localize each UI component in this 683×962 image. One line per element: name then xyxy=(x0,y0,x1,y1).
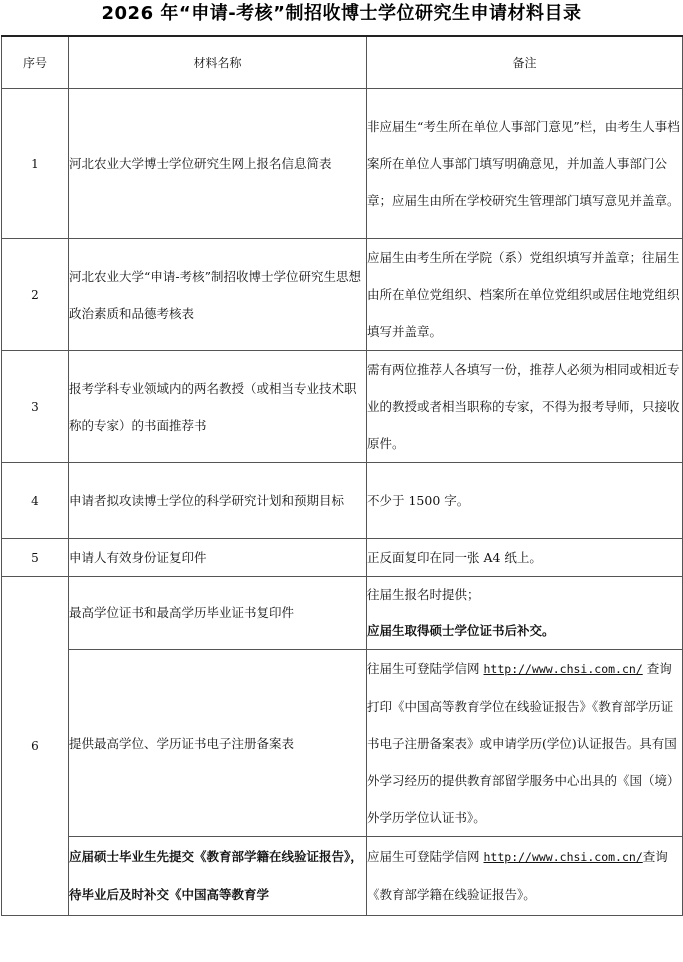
row-note: 不少于 1500 字。 xyxy=(367,463,683,539)
row-note: 正反面复印在同一张 A4 纸上。 xyxy=(367,539,683,577)
table-row xyxy=(2,239,683,351)
row-note: 非应届生“考生所在单位人事部门意见”栏，由考生人事档案所在单位人事部门填写明确意见，并加盖人事部门公章；应届生由所在学校研究生管理部门填写意见并盖章。 xyxy=(367,89,683,239)
row-note xyxy=(367,577,683,650)
header-note: 备注 xyxy=(367,36,683,89)
header-seq: 序号 xyxy=(2,36,69,89)
note-line xyxy=(367,838,682,876)
table-row xyxy=(2,837,683,916)
note-text: 查询 xyxy=(642,849,668,864)
note-line: 《教育部学籍在线验证报告》。 xyxy=(367,887,536,902)
row-seq: 3 xyxy=(2,351,69,463)
note-text: 查询打印《中国高等教育学位在线验证报告》《教育部学历证书电子注册备案表》或申请学历(学位)认证报告。具有国外学习经历的提供教育部留学服务中心出具的《国（境）外学历学位认证书》。 xyxy=(367,661,680,825)
row-seq: 4 xyxy=(2,463,69,539)
row-note xyxy=(367,837,683,916)
row-note: 需有两位推荐人各填写一份，推荐人必须为相同或相近专业的教授或者相当职称的专家，不得为报考导师，只接收原件。 xyxy=(367,351,683,463)
note-line: 往届生报名时提供； xyxy=(367,587,480,602)
chsi-link[interactable]: http://www.chsi.com.cn/ xyxy=(483,850,643,864)
materials-table xyxy=(1,35,683,916)
row-seq: 1 xyxy=(2,89,69,239)
table-row xyxy=(2,463,683,539)
chsi-link[interactable]: http://www.chsi.com.cn/ xyxy=(483,662,643,676)
note-text: 往届生可登陆学信网 xyxy=(367,661,480,676)
row-material-name: 河北农业大学“申请-考核”制招收博士学位研究生思想政治素质和品德考核表 xyxy=(69,239,367,351)
row-seq: 5 xyxy=(2,539,69,577)
row-material-name: 申请者拟攻读博士学位的科学研究计划和预期目标 xyxy=(69,463,367,539)
table-row xyxy=(2,650,683,837)
row-material-name: 申请人有效身份证复印件 xyxy=(69,539,367,577)
row-note xyxy=(367,650,683,837)
row-material-name: 应届硕士毕业生先提交《教育部学籍在线验证报告》，待毕业后及时补交《中国高等教育学 xyxy=(69,837,367,916)
row-seq: 2 xyxy=(2,239,69,351)
header-material-name: 材料名称 xyxy=(69,36,367,89)
row-material-name: 河北农业大学博士学位研究生网上报名信息简表 xyxy=(69,89,367,239)
note-line-bold: 应届生取得硕士学位证书后补交。 xyxy=(367,623,555,638)
row-material-name: 提供最高学位、学历证书电子注册备案表 xyxy=(69,650,367,837)
table-row xyxy=(2,89,683,239)
table-row xyxy=(2,539,683,577)
row-material-name: 报考学科专业领域内的两名教授（或相当专业技术职称的专家）的书面推荐书 xyxy=(69,351,367,463)
table-header-row xyxy=(2,36,683,89)
table-row xyxy=(2,577,683,650)
document-title: 2026 年“申请-考核”制招收博士学位研究生申请材料目录 xyxy=(101,3,582,24)
row-note: 应届生由考生所在学院（系）党组织填写并盖章；往届生由所在单位党组织、档案所在单位党组织或居住地党组织填写并盖章。 xyxy=(367,239,683,351)
row-seq: 6 xyxy=(2,577,69,916)
table-row xyxy=(2,351,683,463)
row-material-name: 最高学位证书和最高学历毕业证书复印件 xyxy=(69,577,367,650)
note-text: 应届生可登陆学信网 xyxy=(367,849,480,864)
